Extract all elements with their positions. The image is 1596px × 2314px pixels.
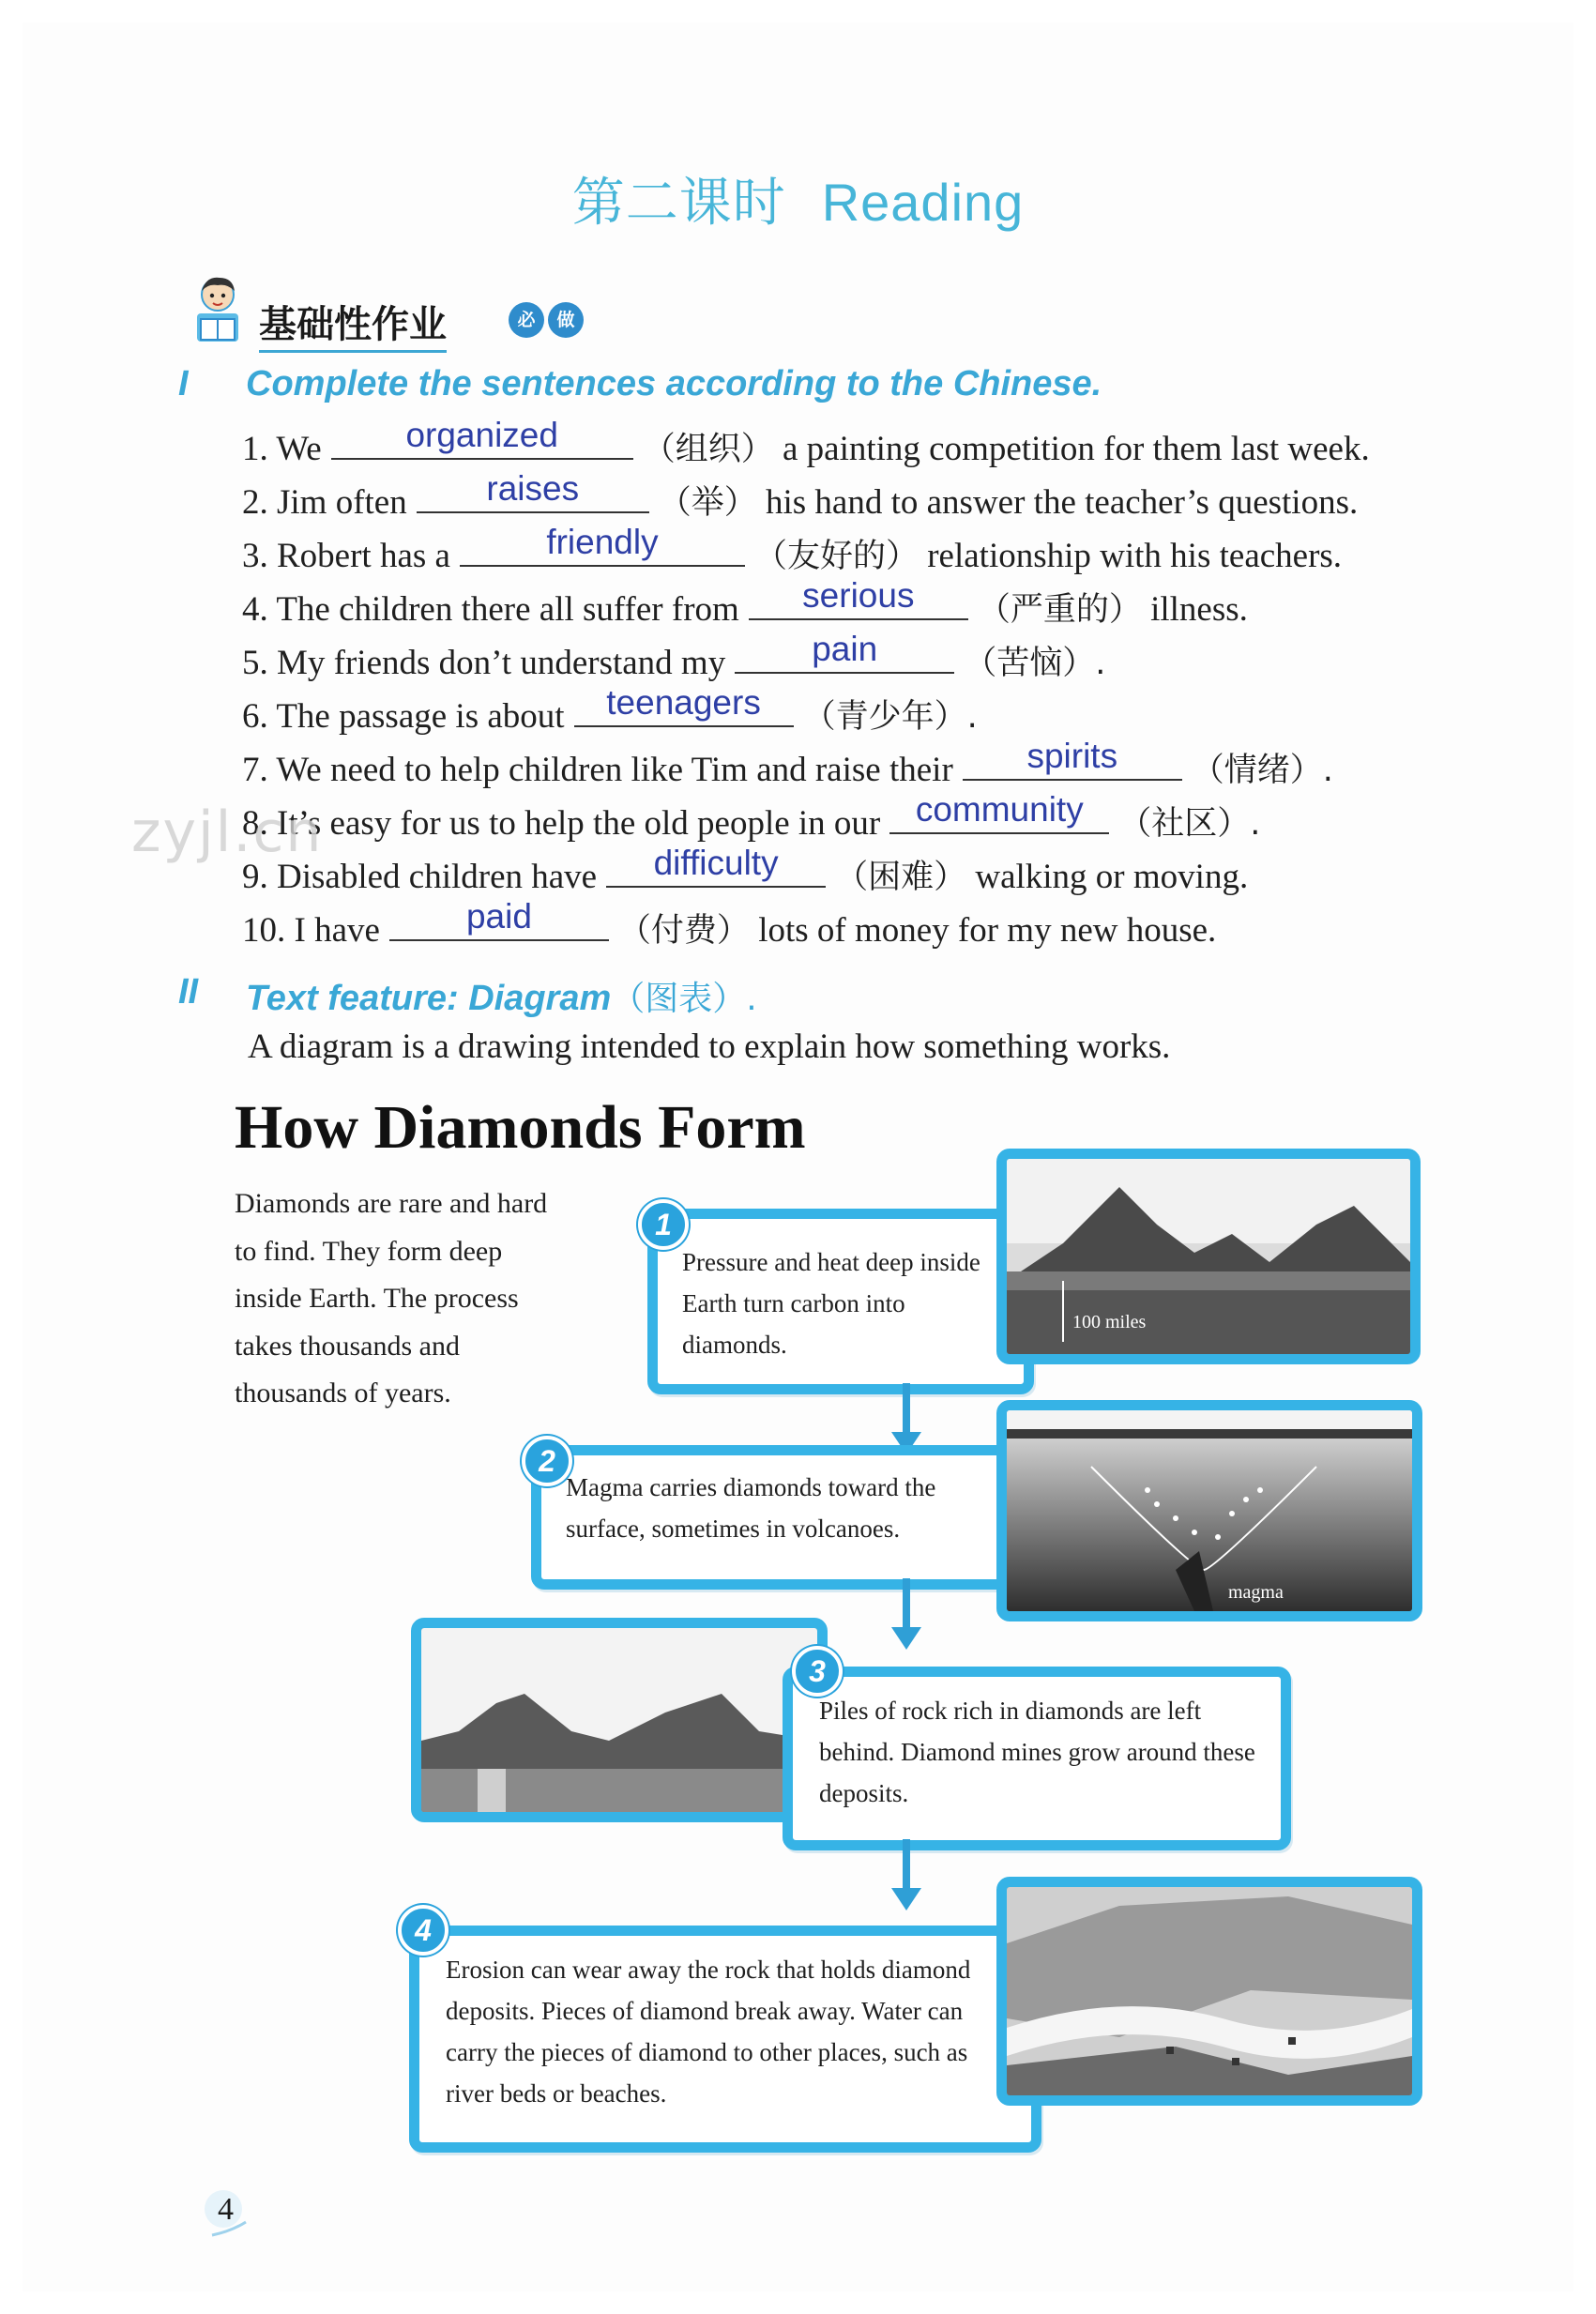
river-erosion-illustration bbox=[1007, 1887, 1412, 2095]
answer-text: teenagers bbox=[606, 683, 761, 722]
exercise-row bbox=[242, 577, 1248, 630]
step-2-magma-label: magma bbox=[1228, 1582, 1284, 1603]
chinese-hint: （付费） bbox=[617, 912, 750, 950]
rock-piles-illustration bbox=[421, 1628, 817, 1812]
chinese-hint: （困难） bbox=[835, 859, 967, 896]
exercise-row bbox=[242, 791, 1260, 844]
watermark: zyjl.cn bbox=[131, 799, 324, 865]
step-4-text: Erosion can wear away the rock that holds diamond deposits. Pieces of diamond break away. Water can carry the pieces of diamond to other places, such as river beds or beaches. bbox=[446, 1956, 971, 2108]
step-1-image bbox=[996, 1149, 1421, 1364]
step-3-text: Piles of rock rich in diamonds are left behind. Diamond mines grow around these deposits. bbox=[819, 1697, 1255, 1807]
part2-numeral: II bbox=[178, 972, 199, 1012]
answer-text: pain bbox=[812, 630, 878, 668]
part1-heading: Complete the sentences according to the Chinese. bbox=[246, 364, 1102, 403]
chinese-hint: （友好的） bbox=[753, 538, 919, 575]
answer-blank[interactable] bbox=[460, 524, 745, 567]
exercise-row bbox=[242, 738, 1333, 790]
lesson-title bbox=[0, 161, 1596, 236]
step-2-image bbox=[996, 1400, 1422, 1621]
part2-heading-cn: （图表）. bbox=[611, 980, 757, 1018]
row-text-after: relationship with his teachers. bbox=[927, 537, 1343, 575]
diagram-title: How Diamonds Form bbox=[235, 1093, 806, 1162]
page-corner-decoration bbox=[203, 2168, 268, 2243]
exercise-row bbox=[242, 631, 1105, 683]
row-text: 9. Disabled children have bbox=[242, 858, 598, 896]
step-1-text: Pressure and heat deep inside Earth turn carbon into diamonds. bbox=[682, 1248, 980, 1359]
answer-text: organized bbox=[405, 416, 558, 454]
step-4-number: 4 bbox=[398, 1905, 448, 1956]
step-4-image bbox=[996, 1877, 1422, 2106]
required-badge-2: 做 bbox=[548, 302, 584, 338]
answer-text: friendly bbox=[546, 523, 659, 561]
answer-blank[interactable] bbox=[331, 417, 633, 460]
step-3-image bbox=[411, 1618, 828, 1822]
row-text: 3. Robert has a bbox=[242, 537, 450, 575]
step-3-number: 3 bbox=[792, 1646, 843, 1697]
part2-intro: A diagram is a drawing intended to explain how something works. bbox=[248, 1028, 1171, 1066]
mountains-cross-section-illustration bbox=[1007, 1159, 1410, 1354]
step-1-number: 1 bbox=[638, 1199, 689, 1250]
row-text-after: lots of money for my new house. bbox=[758, 911, 1217, 950]
exercise-row bbox=[242, 470, 1358, 523]
page-number: 4 bbox=[218, 2192, 234, 2227]
row-text: 10. I have bbox=[242, 911, 380, 950]
row-text: 4. The children there all suffer from bbox=[242, 590, 739, 629]
flow-arrow-2 bbox=[903, 1578, 910, 1631]
answer-blank[interactable] bbox=[417, 470, 649, 513]
answer-text: difficulty bbox=[653, 844, 779, 882]
chinese-hint: （举） bbox=[658, 484, 757, 522]
step-2-card bbox=[531, 1445, 1032, 1590]
answer-text: serious bbox=[802, 576, 915, 615]
step-4-card bbox=[409, 1926, 1041, 2153]
chinese-hint: （情绪）. bbox=[1191, 752, 1333, 789]
lesson-title-english: Reading bbox=[821, 173, 1025, 232]
chinese-hint: （组织） bbox=[642, 431, 774, 468]
exercise-row bbox=[242, 684, 978, 737]
part2-heading bbox=[246, 972, 757, 1020]
step-2-text: Magma carries diamonds toward the surface, sometimes in volcanoes. bbox=[566, 1473, 936, 1543]
answer-blank[interactable] bbox=[389, 898, 609, 941]
exercise-row bbox=[242, 898, 1216, 951]
required-badge-1: 必 bbox=[509, 302, 544, 338]
answer-blank[interactable] bbox=[889, 791, 1109, 834]
answer-blank[interactable] bbox=[963, 738, 1182, 781]
row-text: 6. The passage is about bbox=[242, 697, 565, 736]
step-2-number: 2 bbox=[522, 1436, 572, 1486]
row-text-after: illness. bbox=[1150, 590, 1248, 629]
row-text: 7. We need to help children like Tim and raise their bbox=[242, 751, 953, 789]
answer-text: raises bbox=[486, 469, 580, 508]
row-text-after: walking or moving. bbox=[975, 858, 1249, 896]
flow-arrow-3 bbox=[903, 1839, 910, 1892]
row-text: 8. It’s easy for us to help the old people in our bbox=[242, 804, 881, 843]
part2-heading-text: Text feature: Diagram bbox=[246, 979, 612, 1018]
chinese-hint: （严重的） bbox=[977, 591, 1142, 629]
exercise-row bbox=[242, 417, 1370, 469]
row-text: 5. My friends don’t understand my bbox=[242, 644, 726, 682]
answer-blank[interactable] bbox=[574, 684, 794, 727]
diagram-intro: Diamonds are rare and hard to find. They form deep inside Earth. The process takes thousands and thousands of years. bbox=[235, 1188, 548, 1408]
student-reading-icon bbox=[188, 270, 253, 349]
part1-numeral: I bbox=[178, 364, 189, 403]
lesson-title-chinese: 第二课时 bbox=[571, 173, 786, 232]
answer-blank[interactable] bbox=[606, 845, 826, 888]
exercise-row bbox=[242, 524, 1342, 576]
chinese-hint: （社区）. bbox=[1118, 805, 1261, 843]
answer-text: community bbox=[915, 790, 1084, 829]
answer-text: paid bbox=[465, 897, 532, 936]
step-3-card bbox=[783, 1667, 1291, 1850]
volcano-magma-illustration bbox=[1007, 1410, 1412, 1611]
row-text: 1. We bbox=[242, 430, 322, 468]
answer-blank[interactable] bbox=[735, 631, 954, 674]
flow-arrow-1 bbox=[903, 1383, 910, 1436]
chinese-hint: （青少年）. bbox=[802, 698, 978, 736]
section-title: 基础性作业 bbox=[259, 295, 447, 353]
answer-blank[interactable] bbox=[749, 577, 968, 620]
step-1-card bbox=[647, 1209, 1034, 1394]
row-text: 2. Jim often bbox=[242, 483, 407, 522]
exercise-row bbox=[242, 845, 1248, 897]
step-1-depth-label: 100 miles bbox=[1072, 1312, 1147, 1332]
row-text-after: a painting competition for them last week. bbox=[782, 430, 1370, 468]
chinese-hint: （苦恼）. bbox=[964, 645, 1106, 682]
row-text-after: his hand to answer the teacher’s questions. bbox=[766, 483, 1359, 522]
answer-text: spirits bbox=[1026, 737, 1118, 775]
